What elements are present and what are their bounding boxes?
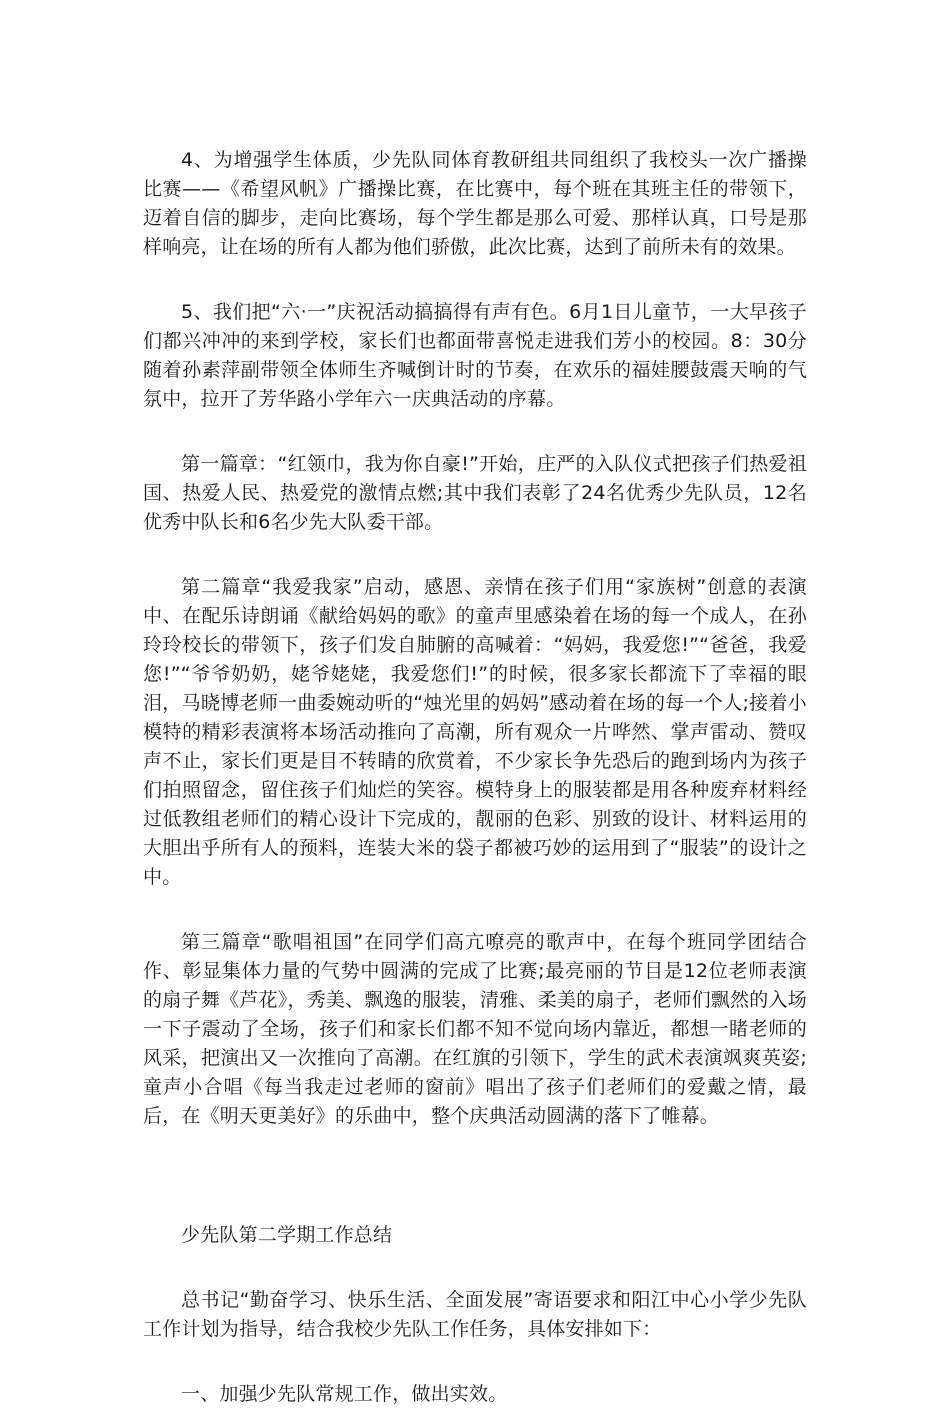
paragraph-guidance: 总书记“勤奋学习、快乐生活、全面发展”寄语要求和阳江中心小学少先队工作计划为指导，结合我校少先队工作任务，具体安排如下： bbox=[143, 1289, 807, 1340]
section-title: 少先队第二学期工作总结 bbox=[181, 1224, 393, 1246]
paragraph-item-one: 一、加强少先队常规工作，做出实效。 bbox=[181, 1383, 508, 1405]
paragraph-chapter-three: 第三篇章“歌唱祖国”在同学们高亢嘹亮的歌声中，在每个班同学团结合作、彰显集体力量的气势中圆满的完成了比赛;最亮丽的节目是12位老师表演的扇子舞《芦花》，秀美、飘逸的服装，清雅、柔美的扇子，老师们飘然的入场一下子震动了全场，孩子们和家长们都不知不觉向场内靠近，都想一睹老师的风采，把演出又一次推向了高潮。在红旗的引领下，学生的武术表演飒爽英姿;童声小合唱《每当我走过老师的窗前》唱出了孩子们老师们的爱戴之情，最后，在《明天更美好》的乐曲中，整个庆典活动圆满的落下了帷幕。 bbox=[143, 931, 807, 1127]
paragraph-chapter-two: 第二篇章“我爱我家”启动，感恩、亲情在孩子们用“家族树”创意的表演中、在配乐诗朗诵《献给妈妈的歌》的童声里感染着在场的每一个成人，在孙玲玲校长的带领下，孩子们发自肺腑的高喊着：“妈妈，我爱您!”“爸爸，我爱您!”“爷爷奶奶，姥爷姥姥，我爱您们!”的时候，很多家长都流下了幸福的眼泪，马晓博老师一曲委婉动听的“烛光里的妈妈”感动着在场的每一个人;接着小模特的精彩表演将本场活动推向了高潮，所有观众一片哗然、掌声雷动、赞叹声不止，家长们更是目不转睛的欣赏着，不少家长争先恐后的跑到场内为孩子们拍照留念，留住孩子们灿烂的笑容。模特身上的服装都是用各种废弃材料经过低教组老师们的精心设计下完成的，靓丽的色彩、别致的设计、材料运用的大胆出乎所有人的预料，连装大米的袋子都被巧妙的运用到了“服装”的设计之中。 bbox=[143, 576, 807, 888]
paragraph-chapter-one: 第一篇章：“红领巾，我为你自豪!”开始，庄严的入队仪式把孩子们热爱祖国、热爱人民、热爱党的激情点燃;其中我们表彰了24名优秀少先队员，12名优秀中队长和6名少先大队委干部。 bbox=[143, 453, 807, 533]
paragraph-broadcast-exercise: 4、为增强学生体质，少先队同体育教研组共同组织了我校头一次广播操比赛——《希望风帆》广播操比赛，在比赛中，每个班在其班主任的带领下，迈着自信的脚步，走向比赛场，每个学生都是那么可爱、那样认真，口号是那样响亮，让在场的所有人都为他们骄傲，此次比赛，达到了前所未有的效果。 bbox=[143, 149, 807, 258]
document-body bbox=[143, 146, 807, 1409]
paragraph-childrens-day: 5、我们把“六·一”庆祝活动搞搞得有声有色。6月1日儿童节，一大早孩子们都兴冲冲的来到学校，家长们也都面带喜悦走进我们芳小的校园。8：30分随着孙素萍副带领全体师生齐喊倒计时的节奏，在欢乐的福娃腰鼓震天响的气氛中，拉开了芳华路小学年六一庆典活动的序幕。 bbox=[143, 301, 807, 410]
